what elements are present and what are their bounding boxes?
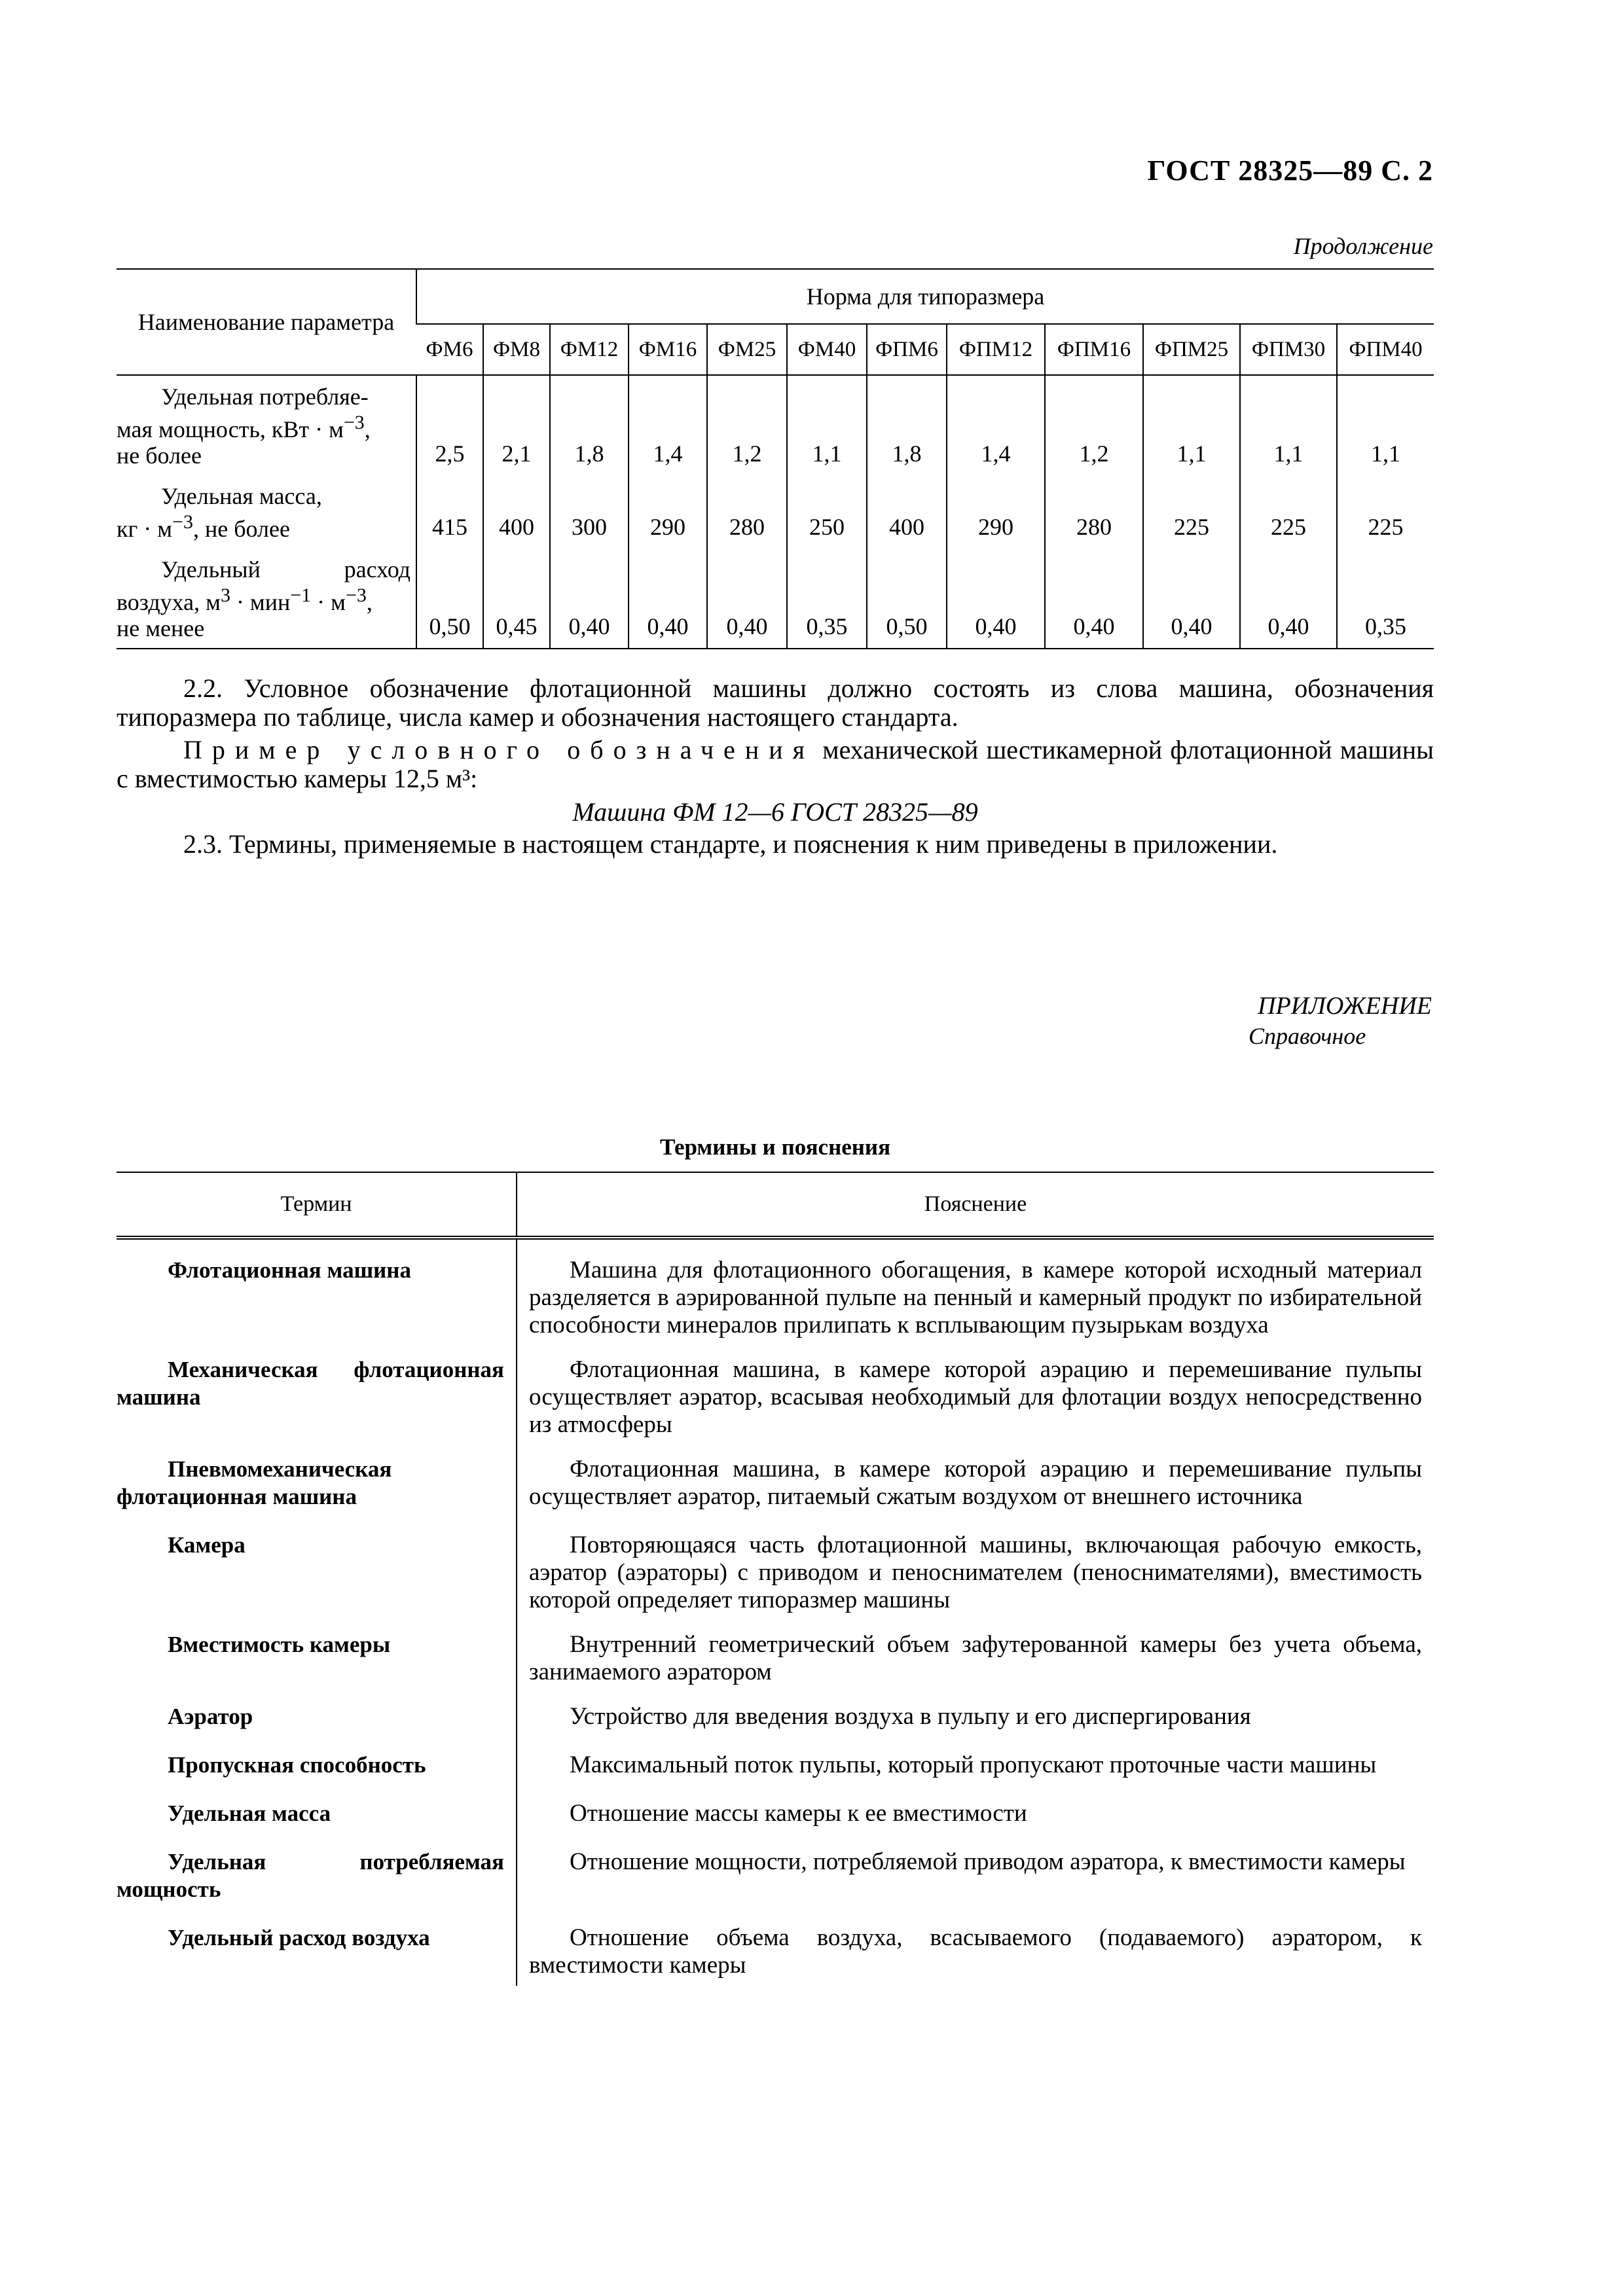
- size-header: ФМ40: [787, 324, 867, 375]
- param-value: 225: [1337, 475, 1434, 548]
- param-label: Удельная масса, кг · $м^{-3}$, не более: [117, 483, 322, 542]
- term-column-header: Термин: [280, 1192, 352, 1216]
- param-value: 280: [707, 475, 787, 548]
- term-explanation: Флотационная машина, в камере которой аэрацию и перемешивание пульпы осуществляет аэратор, всасывая необходимый для флотации воздух непосредственно из атмосферы: [516, 1346, 1434, 1445]
- term-row: [117, 1240, 1434, 1346]
- term-row: [117, 1789, 1434, 1838]
- size-header: ФПМ16: [1045, 324, 1143, 375]
- size-header: ФМ16: [629, 324, 707, 375]
- document-header: ГОСТ 28325—89 С. 2: [1147, 154, 1433, 187]
- term-name: Флотационная машина: [168, 1257, 411, 1283]
- param-row-power: [117, 375, 1434, 475]
- param-value: 0,35: [787, 548, 867, 649]
- size-header: ФПМ30: [1240, 324, 1337, 375]
- term-row: [117, 1621, 1434, 1693]
- term-row: [117, 1521, 1434, 1621]
- param-value: 1,8: [867, 375, 947, 475]
- param-row-air: [117, 548, 1434, 649]
- term-explanation: Отношение массы камеры к ее вместимости: [516, 1789, 1434, 1838]
- param-value: 250: [787, 475, 867, 548]
- param-value: 0,40: [1045, 548, 1143, 649]
- size-header: ФПМ12: [947, 324, 1045, 375]
- param-value: 0,40: [1143, 548, 1240, 649]
- size-header: ФМ12: [550, 324, 629, 375]
- terms-header-row: [117, 1172, 1434, 1240]
- param-value: 0,40: [707, 548, 787, 649]
- param-value: 225: [1240, 475, 1337, 548]
- param-value: 1,8: [550, 375, 629, 475]
- term-row: [117, 1838, 1434, 1914]
- term-name: Пропускная способность: [168, 1752, 426, 1778]
- term-explanation: Внутренний геометрический объем зафутерованной камеры без учета объема, занимаемого аэратором: [516, 1621, 1434, 1693]
- term-row: [117, 1346, 1434, 1445]
- term-explanation: Машина для флотационного обогащения, в камере которой исходный материал разделяется в аэрированной пульпе на пенный и камерный продукт по избирательной способности минералов прилипать к всплывающим пузырькам воздуха: [516, 1240, 1434, 1346]
- explanation-column-header: Пояснение: [516, 1173, 1434, 1236]
- param-value: 1,4: [947, 375, 1045, 475]
- param-value: 1,1: [1337, 375, 1434, 475]
- term-explanation: Отношение объема воздуха, всасываемого (подаваемого) аэратором, к вместимости камеры: [516, 1914, 1434, 1986]
- param-value: 1,1: [1143, 375, 1240, 475]
- terms-body: [117, 1240, 1434, 1986]
- param-value: 1,1: [787, 375, 867, 475]
- appendix-title: ПРИЛОЖЕНИЕ: [1258, 992, 1432, 1020]
- term-explanation: Флотационная машина, в камере которой аэрацию и перемешивание пульпы осуществляет аэратор, питаемый сжатым воздухом от внешнего источника: [516, 1445, 1434, 1521]
- norm-header: Норма для типоразмера: [416, 269, 1434, 324]
- param-value: 0,40: [550, 548, 629, 649]
- term-explanation: Отношение мощности, потребляемой приводом аэратора, к вместимости камеры: [516, 1838, 1434, 1914]
- paragraph-2-2: 2.2. Условное обозначение флотационной машины должно состоять из слова машина, обозначения типоразмера по таблице, числа камер и обозначения настоящего стандарта.: [117, 673, 1434, 732]
- param-value: 280: [1045, 475, 1143, 548]
- param-value: 2,5: [416, 375, 483, 475]
- term-explanation: Устройство для введения воздуха в пульпу и его диспергирования: [516, 1693, 1434, 1741]
- param-value: 225: [1143, 475, 1240, 548]
- param-value: 300: [550, 475, 629, 548]
- param-value: 0,35: [1337, 548, 1434, 649]
- example-intro: Пример условного обозначения механической шестикамерной флотационной машины с вместимостью камеры 12,5 м³:: [117, 735, 1434, 793]
- size-header: ФМ6: [426, 337, 473, 361]
- param-value: 0,40: [1240, 548, 1337, 649]
- param-label: Удельная потребляе- мая мощность, кВт · $м^{-3}$, не более: [117, 384, 371, 469]
- term-name: Аэратор: [168, 1704, 253, 1729]
- terms-table: [117, 1172, 1434, 1986]
- param-value: 400: [483, 475, 550, 548]
- param-value: 1,1: [1240, 375, 1337, 475]
- param-value: 415: [416, 475, 483, 548]
- param-value: 1,4: [629, 375, 707, 475]
- size-header: ФПМ25: [1143, 324, 1240, 375]
- term-row: [117, 1693, 1434, 1741]
- param-value: 400: [867, 475, 947, 548]
- param-label: Удельный расход воздуха, $м^3 \cdot мин^{-1} \cdot м^{-3}$, не менее: [117, 556, 410, 641]
- param-value: 290: [947, 475, 1045, 548]
- appendix-subtitle: Справочное: [1249, 1023, 1366, 1049]
- param-value: 0,50: [416, 548, 483, 649]
- param-row-mass: [117, 475, 1434, 548]
- term-name: Вместимость камеры: [168, 1632, 391, 1657]
- size-header: ФПМ40: [1337, 324, 1434, 375]
- terms-table-title: Термины и пояснения: [659, 1134, 891, 1160]
- term-name: Камера: [168, 1532, 246, 1558]
- param-value: 1,2: [707, 375, 787, 475]
- term-explanation: Повторяющаяся часть флотационной машины, включающая рабочую емкость, аэратор (аэраторы) с приводом и пеноснимателем (пеноснимателями), вместимость которой определяет типоразмер машины: [516, 1521, 1434, 1621]
- parameters-table: [117, 268, 1434, 649]
- continuation-label: Продолжение: [1293, 233, 1433, 259]
- param-name-header: Наименование параметра: [117, 269, 416, 375]
- param-value: 0,45: [483, 548, 550, 649]
- term-row: [117, 1914, 1434, 1986]
- param-value: 0,40: [947, 548, 1045, 649]
- term-name: Удельный расход воздуха: [168, 1925, 430, 1950]
- size-header: ФМ25: [707, 324, 787, 375]
- term-explanation: Максимальный поток пульпы, который пропускают проточные части машины: [516, 1741, 1434, 1789]
- term-row: [117, 1741, 1434, 1789]
- size-header: ФПМ6: [867, 324, 947, 375]
- param-value: 0,50: [867, 548, 947, 649]
- paragraph-2-3: 2.3. Термины, применяемые в настоящем стандарте, и пояснения к ним приведены в приложении.: [183, 829, 1278, 859]
- param-value: 1,2: [1045, 375, 1143, 475]
- term-row: [117, 1445, 1434, 1521]
- term-name: Удельная масса: [168, 1801, 331, 1826]
- param-value: 290: [629, 475, 707, 548]
- param-value: 2,1: [483, 375, 550, 475]
- term-name: Механическая флотационная машина: [117, 1357, 504, 1410]
- param-value: 0,40: [629, 548, 707, 649]
- term-name: Пневмомеханическая флотационная машина: [117, 1456, 392, 1509]
- term-name: Удельная потребляемая мощность: [117, 1849, 504, 1902]
- size-header: ФМ8: [483, 324, 550, 375]
- example-designation: Машина ФМ 12—6 ГОСТ 28325—89: [572, 797, 978, 827]
